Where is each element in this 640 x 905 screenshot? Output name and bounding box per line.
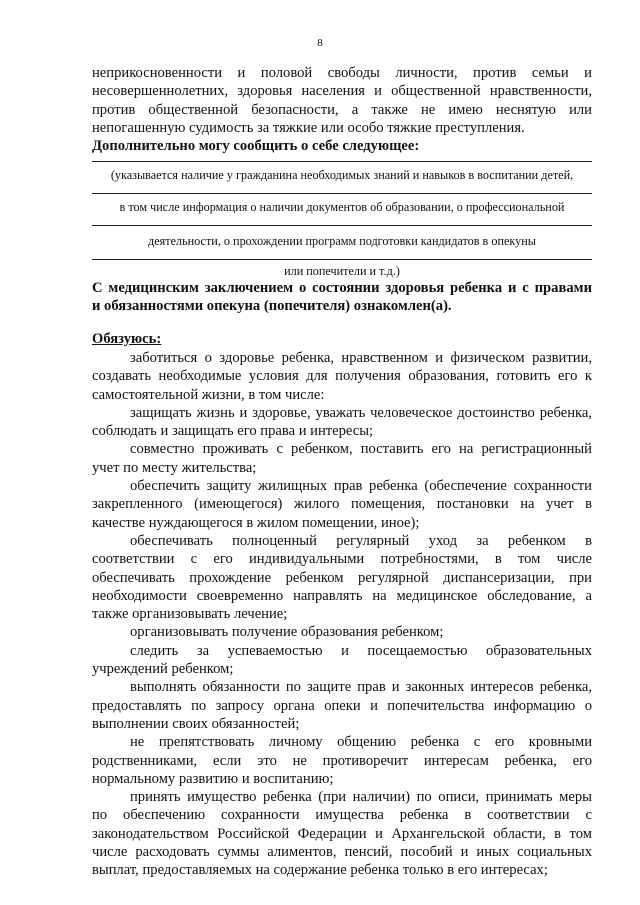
obligation-item [92,678,592,733]
obligation-line: учреждений ребенком; [92,661,234,678]
page-number: 8 [317,37,323,49]
obligation-item [92,788,592,879]
obligation-line: по обеспечению сохранности имущества ребенка в соответствии с [92,807,592,824]
medical-statement [92,279,592,316]
fill-line [92,225,592,226]
obligation-line: нормальному развитию и воспитанию; [92,770,334,787]
obligations-heading: Обязуюсь: [92,331,162,347]
obligation-line: выплат, предоставляемых на содержание ребенка только в его интересах; [92,862,548,879]
obligation-item [92,623,592,641]
obligation-line: совместно проживать с ребенком, поставить его на регистрационный [130,441,592,458]
obligation-line: принять имущество ребенка (при наличии) по описи, принимать меры [130,789,592,806]
obligation-line: также организовывать лечение; [92,606,288,623]
fill-note: деятельности, о прохождении программ подготовки кандидатов в опекуны [148,234,536,248]
obligation-line: соблюдать и защищать его права и интересы; [92,423,374,440]
obligation-item [92,404,592,441]
obligation-line: заботиться о здоровье ребенка, нравственном и физическом развитии, [130,350,592,366]
additional-info-heading: Дополнительно могу сообщить о себе следующее: [92,138,420,154]
obligation-item [92,440,592,477]
obligation-line: родственниками, если это не противоречит интересам ребенка, его [92,752,592,769]
obligation-line: учет по месту жительства; [92,459,257,476]
fill-note: в том числе информация о наличии документов об образовании, о профессиональной [119,200,565,214]
obligation-line: числе расходовать суммы алиментов, пенсий, пособий и иных социальных [92,844,592,861]
obligation-line: необходимости своевременно направлять на медицинское обследование, а [92,587,592,604]
obligation-item [92,733,592,788]
obligation-line: качестве нуждающегося в жилом помещении, иное); [92,514,420,531]
obligation-line: выполнении своих обязанностей; [92,715,300,732]
medical-line: и обязанностями опекуна (попечителя) ознакомлен(а). [92,298,452,315]
fill-line [92,161,592,162]
intro-line: несовершеннолетних, здоровья населения и общественной нравственности, [92,83,592,100]
intro-line: неприкосновенности и половой свободы личности, против семьи и [92,65,592,81]
fill-note: (указывается наличие у гражданина необходимых знаний и навыков в воспитании детей, [110,168,574,182]
obligation-line: самостоятельной жизни, в том числе: [92,386,325,403]
fill-line [92,259,592,260]
obligations-list [92,349,592,880]
obligation-line: выполнять обязанности по защите прав и законных интересов ребенка, [130,679,592,696]
intro-line: непогашенную судимость за тяжкие или особо тяжкие преступления. [92,119,525,136]
medical-line: С медицинским заключением о состоянии здоровья ребенка и с правами [92,280,592,296]
obligation-item [92,477,592,532]
obligation-line: обеспечивать полноценный регулярный уход за ребенком в [130,532,592,549]
obligation-line: организовывать получение образования ребенком; [130,624,444,641]
obligation-item [92,532,592,623]
intro-line: против общественной безопасности, а также не имею неснятую или [92,101,592,118]
fill-line [92,193,592,194]
obligation-line: закрепленного (имеющегося) жилого помещения, постановки на учет в [92,496,592,513]
obligation-line: предоставлять по запросу органа опеки и попечительства информацию о [92,697,592,714]
obligation-line: следить за успеваемостью и посещаемостью образовательных [130,642,592,659]
obligation-line: законодательством Российской Федерации и Архангельской области, в том [92,825,592,842]
obligation-line: создавать необходимые условия для получения образования, готовить его к [92,368,592,385]
obligation-line: обеспечить защиту жилищных прав ребенка (обеспечение сохранности [130,478,592,495]
obligation-item [92,349,592,404]
obligation-line: защищать жизнь и здоровье, уважать человеческое достоинство ребенка, [130,404,592,421]
obligation-line: обеспечивать прохождение ребенком регулярной диспансеризации, при [92,569,592,586]
obligation-line: не препятствовать личному общению ребенка с его кровными [130,734,592,751]
fill-note: или попечители и т.д.) [284,264,400,278]
obligation-line: соответствии с его индивидуальными потребностями, в том числе [92,551,592,568]
obligation-item [92,642,592,679]
intro-paragraph [92,64,592,137]
